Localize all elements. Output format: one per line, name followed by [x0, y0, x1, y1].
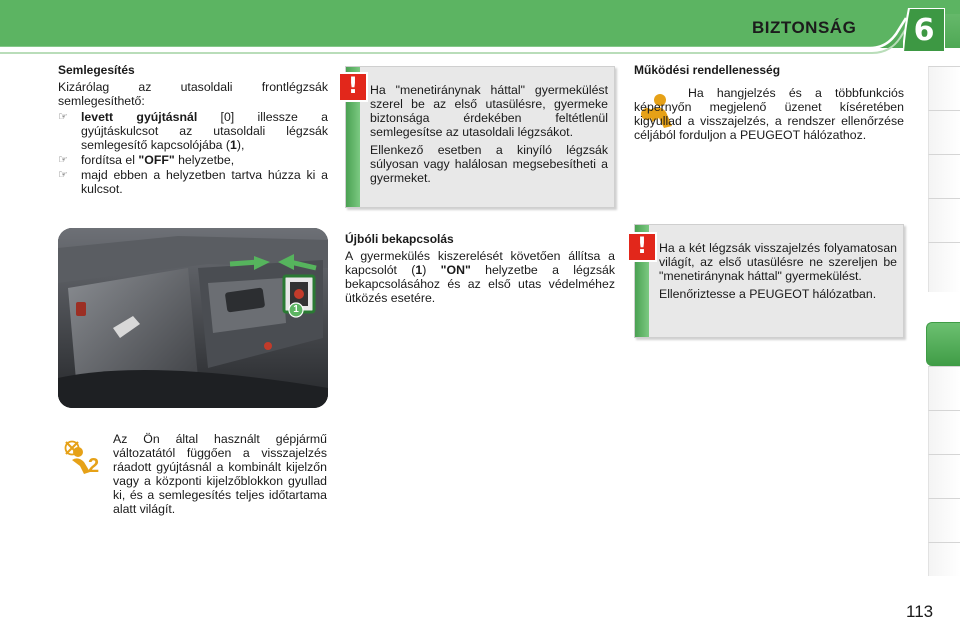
chapter-tab-11[interactable] — [928, 542, 960, 576]
callout-label: 1 — [293, 304, 299, 315]
warning-box-rear-facing — [345, 66, 615, 208]
chapter-tab-4[interactable] — [928, 198, 960, 248]
chapter-tab-2[interactable] — [928, 110, 960, 160]
section-heading-reactivation: Újbóli bekapcsolás — [345, 232, 454, 246]
chapter-tab-3[interactable] — [928, 154, 960, 204]
reactivation-on: "ON" — [440, 263, 471, 277]
warning-paragraph-1: Ha a két légzsák visszajelzés folyamatosan világít, az első utasülésre ne szereljen be "menetiránynak háttal" gyermekülést. — [659, 241, 897, 283]
chapter-tab-6-active[interactable] — [926, 322, 960, 366]
step-text: [0] illessze a gyújtáskulcsot az utasoldali légzsák semlegesítő kapcsolójába ( — [81, 110, 328, 152]
warning-paragraph-2: Ellenőriztesse a PEUGEOT hálózatban. — [659, 287, 877, 301]
reactivation-text: A gyermekülés kiszerelését követően állítsa a kapcsolót ( — [345, 249, 615, 277]
warning-exclamation-icon: ! — [340, 74, 366, 100]
neutralisation-intro: Kizárólag az utasoldali frontlégzsák semlegesíthető: — [58, 80, 328, 108]
malfunction-paragraph: Ha hangjelzés és a többfunkciós képernyőn megjelenő üzenet kíséretében kigyullad a visszajelzés, a rendszer ellenőrzése céljából forduljon a PEUGEOT hálózathoz. — [634, 86, 904, 142]
chapter-tab-7[interactable] — [928, 366, 960, 416]
reactivation-paragraph — [345, 249, 615, 305]
chapter-tab-10[interactable] — [928, 498, 960, 548]
step-bold-text: levett gyújtásnál — [81, 110, 198, 124]
indicator-note: Az Ön által használt gépjármű változatától függően a visszajelzés ráadott gyújtásnál a kombinált kijelzőn vagy a központi kijelzőblokkon gyullad ki, és a semlegesítés teljes időtartama alatt világít. — [113, 432, 327, 516]
neutralisation-steps — [58, 110, 328, 197]
chapter-tab-5[interactable] — [928, 242, 960, 292]
chapter-tab-8[interactable] — [928, 410, 960, 460]
reactivation-text: helyzetbe a légzsák bekapcsolásához és az első utas védelméhez ütközés esetére. — [345, 263, 615, 305]
step-end: helyzetbe, — [174, 153, 235, 167]
chapter-tabs — [928, 66, 960, 576]
warning-text — [659, 241, 897, 305]
section-heading-neutralisation: Semlegesítés — [58, 63, 135, 77]
reactivation-text: ) — [422, 263, 441, 277]
step-item — [58, 168, 328, 196]
page-number: 113 — [906, 602, 934, 621]
warning-paragraph-2: Ellenkező esetben a kinyíló légzsák súlyosan vagy halálosan megsebesítheti a gyermeket. — [370, 143, 608, 185]
chapter-tab-1[interactable] — [928, 66, 960, 116]
step-end: ), — [236, 138, 245, 152]
airbag-switch-photo — [58, 228, 328, 408]
step-ref: "OFF" — [138, 153, 175, 167]
warning-text — [370, 83, 608, 189]
step-text: fordítsa el — [81, 153, 139, 167]
glovebox-illustration — [58, 228, 328, 408]
pointing-hand-icon: ☞ — [58, 111, 68, 123]
section-heading-malfunction: Működési rendellenesség — [634, 63, 781, 77]
reactivation-ref: 1 — [415, 263, 423, 277]
step-text: majd ebben a helyzetben tartva húzza ki a kulcsot. — [81, 168, 328, 196]
step-item — [58, 153, 328, 167]
chapter-tab-9[interactable] — [928, 454, 960, 504]
warning-box-indicator — [634, 224, 904, 338]
pointing-hand-icon: ☞ — [58, 169, 68, 181]
airbag-icon-number: 2 — [88, 455, 100, 477]
step-item — [58, 110, 328, 152]
warning-exclamation-icon: ! — [629, 234, 655, 260]
page-title: BIZTONSÁG — [752, 18, 857, 37]
chapter-number: 6 — [913, 13, 935, 48]
step-ref: 1 — [230, 138, 237, 152]
pointing-hand-icon: ☞ — [58, 154, 68, 166]
warning-paragraph-1: Ha "menetiránynak háttal" gyermekülést szerel be az első utasülésre, gyermeke biztonsága érdekében feltétlenül semlegesítse az utasoldali légzsákot. — [370, 83, 608, 139]
